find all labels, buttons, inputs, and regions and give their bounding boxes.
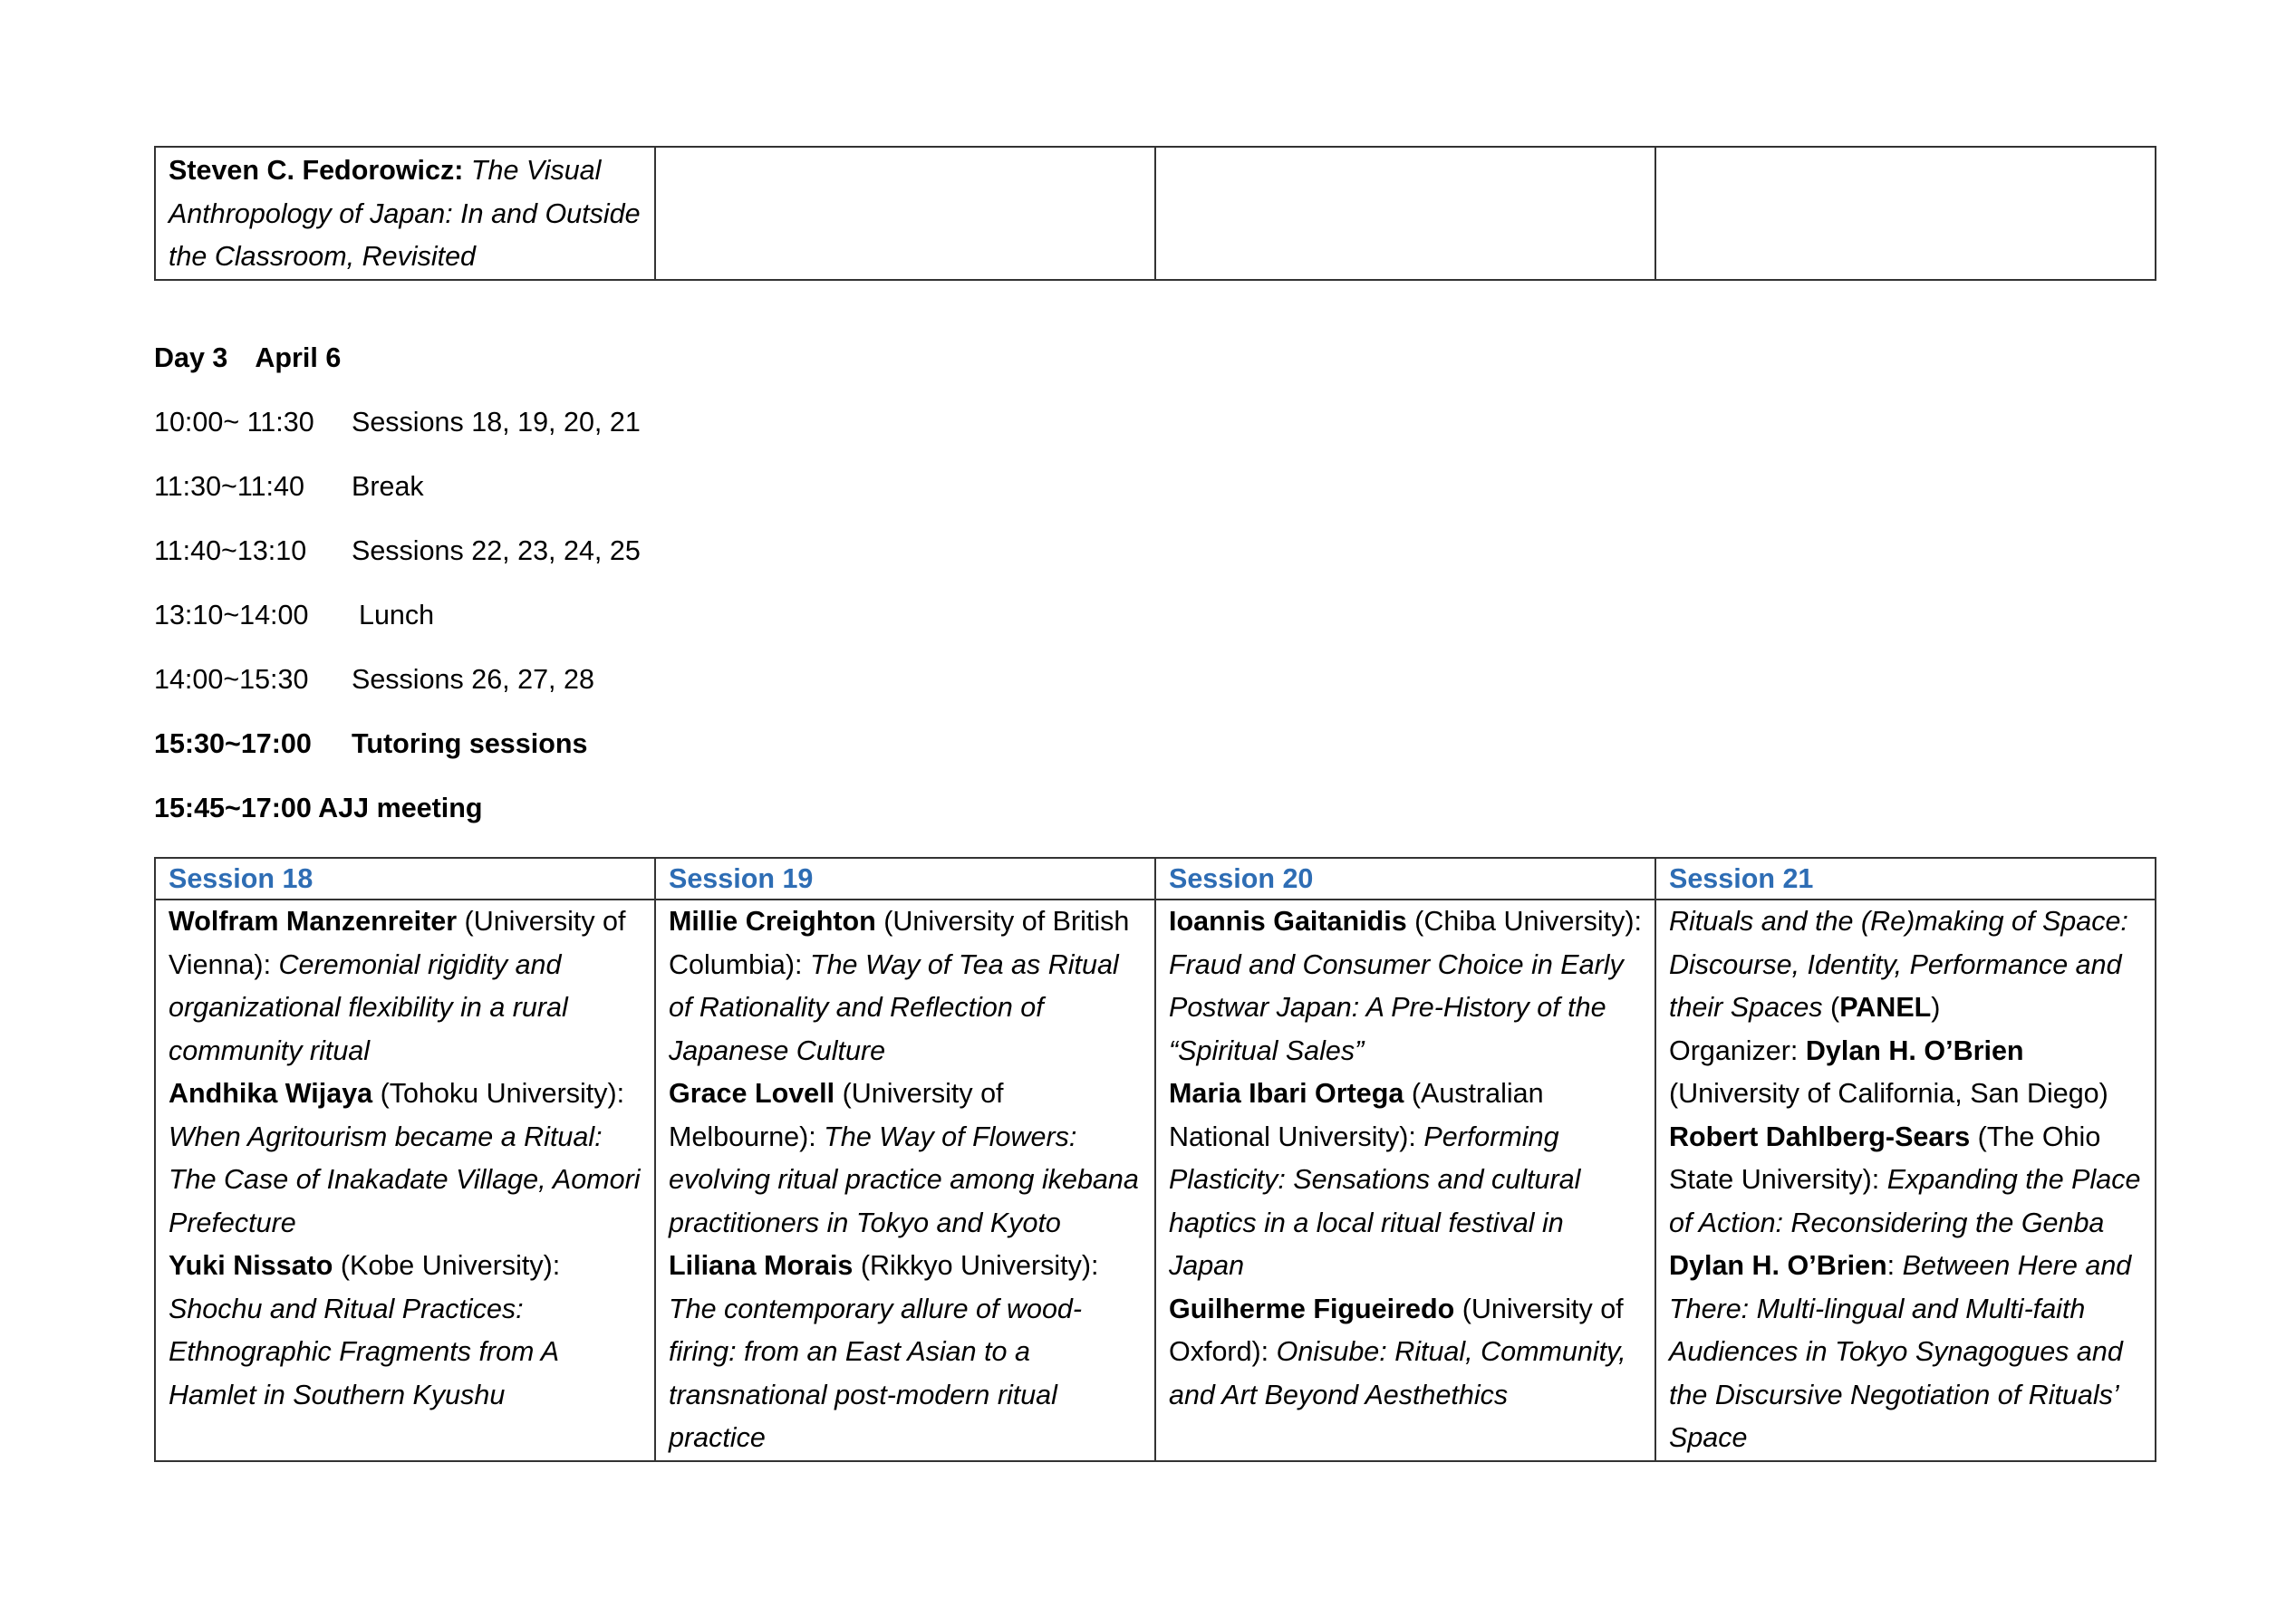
schedule-time: 11:40~13:10: [154, 535, 307, 566]
author-name: Steven C. Fedorowicz:: [169, 155, 464, 186]
paper-title: The Way of Tea as Ritual of Rationality and Reflection of Japanese Culture: [669, 948, 1119, 1066]
paper-title: The Way of Flowers: evolving ritual practice among ikebana practitioners in Tokyo and Kyoto: [669, 1121, 1139, 1238]
author-affiliation: :: [1886, 1250, 1903, 1281]
session-cell: [655, 900, 1155, 1461]
session-heading: Session 20: [1155, 858, 1655, 900]
schedule-event: Lunch: [359, 600, 435, 630]
author-affiliation: (Rikkyo University):: [853, 1250, 1099, 1281]
author-affiliation: (Kobe University):: [333, 1250, 561, 1281]
author-affiliation: (The Ohio State University):: [1669, 1121, 2101, 1195]
paper-title: When Agritourism became a Ritual: The Case of Inakadate Village, Aomori Prefecture: [169, 1121, 641, 1238]
schedule-event: Tutoring sessions: [352, 728, 588, 759]
session-heading: Session 21: [1655, 858, 2156, 900]
author-name: Guilherme Figueiredo: [1169, 1293, 1455, 1324]
author-affiliation: (Australian National University):: [1169, 1078, 1544, 1152]
paper-title: Ceremonial rigidity and organizational flexibility in a rural community ritual: [169, 948, 568, 1066]
day-schedule: [154, 337, 641, 852]
schedule-event: Sessions 26, 27, 28: [352, 664, 594, 695]
panel-title: Rituals and the (Re)making of Space: Discourse, Identity, Performance and their Spaces: [1669, 906, 2128, 1023]
table-header-row: [155, 858, 2156, 900]
author-affiliation: (University of Oxford):: [1169, 1293, 1624, 1367]
author-name: Millie Creighton: [669, 906, 876, 937]
day-date: April 6: [255, 342, 342, 373]
author-name: Yuki Nissato: [169, 1250, 333, 1281]
empty-table-cell: [1155, 147, 1655, 280]
paper-title: Expanding the Place of Action: Reconsidering the Genba: [1669, 1164, 2141, 1238]
table-row: [155, 900, 2156, 1461]
paper-title: Shochu and Ritual Practices: Ethnographic Fragments from A Hamlet in Southern Kyushu: [169, 1293, 559, 1410]
paper-title: The Visual Anthropology of Japan: In and Outside the Classroom, Revisited: [169, 155, 641, 272]
organizer-name: Dylan H. O’Brien: [1805, 1034, 2024, 1066]
author-name: Grace Lovell: [669, 1078, 835, 1109]
author-affiliation: (University of Vienna):: [169, 906, 626, 980]
table-cell: [155, 147, 655, 280]
author-affiliation: (University of Melbourne):: [669, 1078, 1004, 1152]
table-row: [155, 147, 2156, 280]
session-cell: [1655, 900, 2156, 1461]
day-label: Day 3: [154, 342, 228, 373]
author-name: Ioannis Gaitanidis: [1169, 906, 1407, 937]
author-name: Robert Dahlberg-Sears: [1669, 1121, 1971, 1152]
author-name: Wolfram Manzenreiter: [169, 906, 458, 937]
day-heading: [154, 337, 641, 380]
schedule-row: [154, 401, 641, 444]
author-name: Maria Ibari Ortega: [1169, 1078, 1404, 1109]
schedule-row: [154, 466, 641, 508]
session-cell: [155, 900, 655, 1461]
schedule-row: [154, 530, 641, 573]
schedule-event: Sessions 22, 23, 24, 25: [352, 535, 641, 566]
schedule-row: [154, 659, 641, 701]
author-affiliation: (Tohoku University):: [372, 1078, 625, 1109]
session-heading: Session 19: [655, 858, 1155, 900]
meeting-line: 15:45~17:00 AJJ meeting: [154, 793, 483, 823]
author-name: Dylan H. O’Brien: [1669, 1250, 1887, 1281]
schedule-time: 11:30~11:40: [154, 471, 304, 502]
schedule-time: 14:00~15:30: [154, 664, 309, 695]
author-affiliation: (University of British Columbia):: [669, 906, 1130, 980]
session-cell: [1155, 900, 1655, 1461]
paper-title: Between Here and There: Multi-lingual and Multi-faith Audiences in Tokyo Synagogues and the Discursive Negotiation of Rituals’ Space: [1669, 1250, 2132, 1453]
session-heading: Session 18: [155, 858, 655, 900]
paper-title: The contemporary allure of wood-firing: from an East Asian to a transnational post-modern ritual practice: [669, 1293, 1083, 1453]
author-name: Liliana Morais: [669, 1250, 854, 1281]
panel-tag-close: ): [1931, 992, 1941, 1023]
empty-table-cell: [1655, 147, 2156, 280]
paper-title: Onisube: Ritual, Community, and Art Beyond Aesthethics: [1169, 1336, 1626, 1410]
paper-title: Fraud and Consumer Choice in Early Postwar Japan: A Pre-History of the “Spiritual Sales”: [1169, 948, 1624, 1066]
schedule-time: 10:00~ 11:30: [154, 407, 314, 438]
organizer-affiliation: (University of California, San Diego): [1669, 1078, 2108, 1109]
paper-title: Performing Plasticity: Sensations and cultural haptics in a local ritual festival in Japan: [1169, 1121, 1581, 1281]
panel-tag: PANEL: [1839, 992, 1932, 1023]
panel-tag-open: (: [1822, 992, 1840, 1023]
author-affiliation: (Chiba University):: [1406, 906, 1643, 937]
schedule-row: [154, 594, 641, 637]
empty-table-cell: [655, 147, 1155, 280]
schedule-time: 15:30~17:00: [154, 728, 312, 759]
sessions-table: [154, 857, 2156, 1462]
schedule-event: Sessions 18, 19, 20, 21: [352, 407, 641, 438]
schedule-event: Break: [352, 471, 424, 502]
continued-session-table: [154, 146, 2156, 281]
schedule-row: [154, 723, 641, 765]
organizer-label: Organizer:: [1669, 1034, 1806, 1066]
schedule-time: 13:10~14:00: [154, 600, 309, 630]
author-name: Andhika Wijaya: [169, 1078, 373, 1109]
